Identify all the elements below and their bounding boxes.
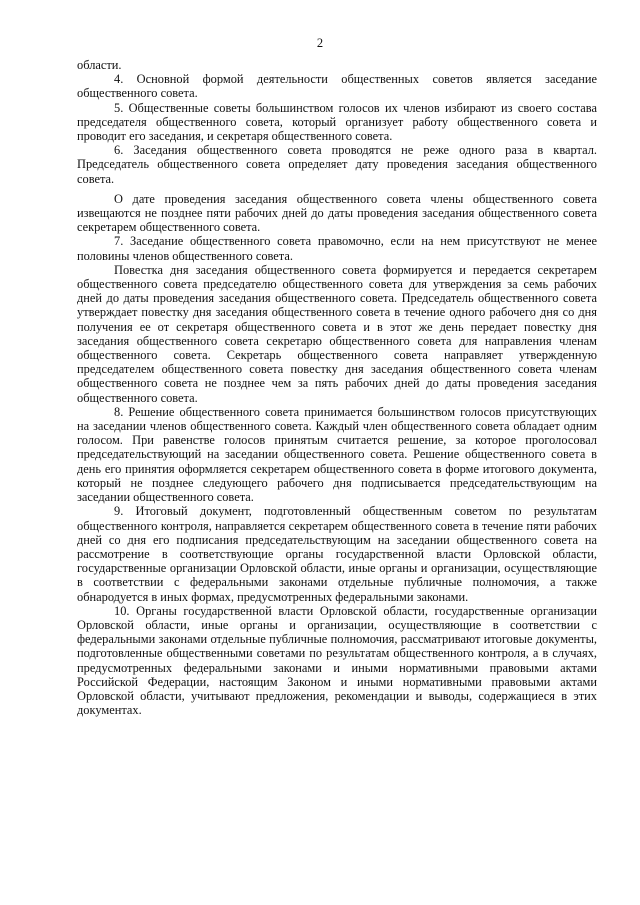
paragraph-5: 5. Общественные советы большинством голосов их членов избирают из своего состава председателя общественного совета, который организует работу общественного совета и проводит его заседания, и секретаря общественного совета. (77, 100, 597, 144)
paragraph-7-agenda: Повестка дня заседания общественного совета формируется и передается секретарем общественного совета председателю общественного совета для утверждения за семь рабочих дней до даты проведения заседания общественного совета. Председатель общественного совета утверждает повестку дня заседания общественного совета в течение одного рабочего дня со дня получения ее от секретаря общественного совета и в этот же день передает повестку дня заседания общественного совета секретарю общественного совета для направления членам общественного совета. Секретарь общественного совета направляет утвержденную председателем общественного совета повестку дня заседания общественного совета членам общественного совета не позднее чем за пять рабочих дней до даты проведения заседания общественного совета. (77, 262, 597, 405)
paragraph-8: 8. Решение общественного совета принимается большинством голосов присутствующих на заседании членов общественного совета. Каждый член общественного совета обладает одним голосом. При равенстве голосов принятым считается решение, за которое проголосовал председательствующий на заседании общественного совета. Решение общественного совета в день его принятия оформляется секретарем общественного совета в форме итогового документа, который не позднее следующего рабочего дня подписывается председательствующим на заседании общественного совета. (77, 404, 597, 505)
paragraph-continuation: области. (77, 58, 122, 72)
document-body (77, 58, 597, 717)
paragraph-6-notice: О дате проведения заседания общественного совета члены общественного совета извещаются не позднее пяти рабочих дней до даты проведения заседания общественного совета секретарем общественного совета. (77, 191, 597, 235)
paragraph-7: 7. Заседание общественного совета правомочно, если на нем присутствуют не менее половины членов общественного совета. (77, 234, 597, 263)
paragraph-6: 6. Заседания общественного совета проводятся не реже одного раза в квартал. Председатель общественного совета определяет дату проведения заседания общественного совета. (77, 143, 597, 186)
paragraph-4: 4. Основной формой деятельности общественных советов является заседание общественного совета. (77, 72, 597, 101)
paragraph-9: 9. Итоговый документ, подготовленный общественным советом по результатам общественного контроля, направляется секретарем общественного совета в течение пяти рабочих дней со дня его подписания председательствующим на заседании общественного совета на рассмотрение в соответствующие органы государственной власти Орловской области, государственные организации Орловской области, иные органы и организации, осуществляющие в соответствии с федеральными законами отдельные публичные полномочия, а также обнародуется в иных формах, предусмотренных федеральными законами. (77, 504, 597, 604)
page-number: 2 (316, 36, 324, 50)
paragraph-10: 10. Органы государственной власти Орловской области, государственные организации Орловской области, иные органы и организации, осуществляющие в соответствии с федеральными законами отдельные публичные полномочия, рассматривают итоговые документы, подготовленные общественными советами по результатам общественного контроля, а в случаях, предусмотренных федеральными законами и иными нормативными правовыми актами Российской Федерации, настоящим Законом и иными нормативными правовыми актами Орловской области, учитывают предложения, рекомендации и выводы, содержащиеся в этих документах. (77, 603, 597, 718)
